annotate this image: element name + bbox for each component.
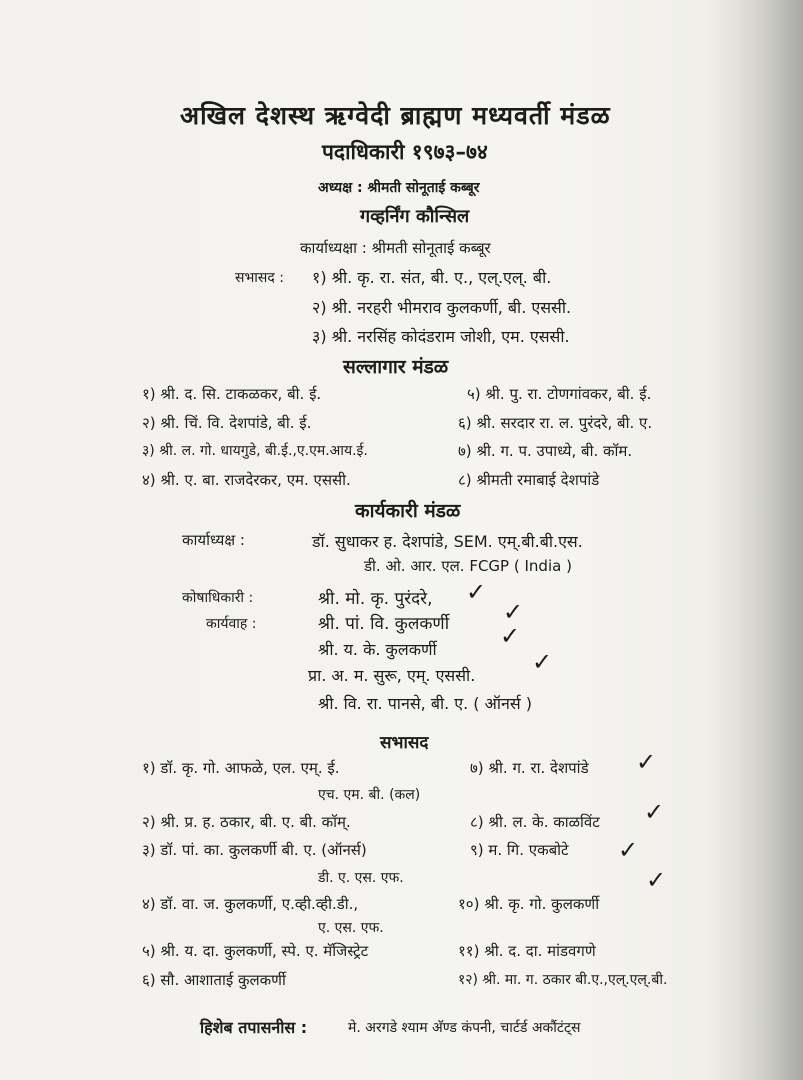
treasurer-name: श्री. मो. कृ. पुरंदरे, — [318, 589, 433, 609]
president-line: अध्यक्ष : श्रीमती सोनूताई कब्बूर — [318, 180, 480, 196]
advisory-member: १) श्री. द. सि. टाकळकर, बी. ई. — [142, 385, 322, 403]
main-title: अखिल देशस्थ ऋग्वेदी ब्राह्मण मध्यवर्ती मंडळ — [180, 101, 611, 130]
secretary-name: श्री. पां. वि. कुलकर्णी — [318, 614, 450, 634]
auditor-name: मे. अरगडे श्याम अ‍ॅण्ड कंपनी, चार्टर्ड अकौंटंट्स — [348, 1020, 581, 1036]
executive-chair-qualifications: डी. ओ. आर. एल. FCGP ( India ) — [364, 557, 572, 575]
check-mark-icon: ✓ — [500, 622, 521, 650]
secretary-label: कार्यवाह : — [206, 616, 257, 632]
advisory-member: ६) श्री. सरदार रा. ल. पुरंदरे, बी. ए. — [458, 414, 653, 432]
member-left: ६) सौ. आशाताई कुलकर्णी — [142, 971, 286, 989]
treasurer-label: कोषाधिकारी : — [182, 590, 254, 606]
secretary-name: प्रा. अ. म. सुरू, एम्. एससी. — [308, 666, 476, 685]
member-left: ४) डॉ. वा. ज. कुलकर्णी, ए.व्ही.व्ही.डी., — [142, 895, 359, 913]
page-edge-shadow — [708, 0, 803, 1080]
check-mark-icon: ✓ — [636, 748, 657, 776]
executive-chair-label: कार्याध्यक्ष : — [182, 531, 245, 549]
check-mark-icon: ✓ — [646, 866, 667, 894]
governing-council-member: १) श्री. कृ. रा. संत, बी. ए., एल्.एल्. बी. — [312, 268, 552, 287]
advisory-member: ५) श्री. पु. रा. टोणगांवकर, बी. ई. — [467, 385, 652, 403]
auditor-label: हिशेब तपासनीस : — [200, 1018, 308, 1037]
member-right: १०) श्री. कृ. गो. कुलकर्णी — [458, 895, 600, 913]
governing-council-members-label: सभासद : — [235, 270, 284, 286]
governing-council-chair: कार्याध्यक्षा : श्रीमती सोनूताई कब्बूर — [300, 239, 491, 257]
member-right: ९) म. गि. एकबोटे — [470, 841, 569, 859]
check-mark-icon: ✓ — [532, 648, 553, 676]
check-mark-icon: ✓ — [503, 598, 524, 626]
member-left-extra: डी. ए. एस. एफ. — [318, 870, 404, 886]
member-left-extra: एच. एम. बी. (कल) — [318, 787, 421, 803]
governing-council-member: २) श्री. नरहरी भीमराव कुलकर्णी, बी. एससी. — [312, 298, 572, 317]
executive-board-heading: कार्यकारी मंडळ — [355, 500, 461, 522]
advisory-member: ८) श्रीमती रमाबाई देशपांडे — [458, 471, 600, 489]
member-left: २) श्री. प्र. ह. ठकार, बी. ए. बी. कॉम्. — [142, 813, 351, 831]
member-left: १) डॉ. कृ. गो. आफळे, एल. एम्. ई. — [142, 759, 340, 777]
check-mark-icon: ✓ — [644, 798, 665, 826]
member-left: ३) डॉ. पां. का. कुलकर्णी बी. ए. (ऑनर्स) — [142, 841, 367, 859]
member-right: ११) श्री. द. दा. मांडवगणे — [458, 942, 596, 960]
member-left-extra: ए. एस. एफ. — [318, 920, 384, 936]
secretary-name: श्री. य. के. कुलकर्णी — [318, 640, 437, 659]
check-mark-icon: ✓ — [618, 836, 639, 864]
advisory-board-heading: सल्लागार मंडळ — [343, 356, 449, 378]
advisory-member: ४) श्री. ए. बा. राजदेरकर, एम. एससी. — [142, 471, 351, 489]
governing-council-member: ३) श्री. नरसिंह कोदंडराम जोशी, एम. एससी. — [312, 327, 570, 346]
member-right: १२) श्री. मा. ग. ठकार बी.ए.,एल्.एल्.बी. — [458, 972, 668, 988]
governing-council-heading: गव्हर्निंग कौन्सिल — [360, 206, 470, 227]
members-heading: सभासद — [380, 733, 429, 753]
member-left: ५) श्री. य. दा. कुलकर्णी, स्पे. ए. मॅजिस्ट्रेट — [142, 942, 369, 960]
office-bearers-year: पदाधिकारी १९७३–७४ — [322, 140, 488, 164]
member-right: ७) श्री. ग. रा. देशपांडे — [470, 759, 589, 777]
executive-chair-name: डॉ. सुधाकर ह. देशपांडे, SEM. एम्.बी.बी.एस. — [312, 532, 583, 551]
check-mark-icon: ✓ — [466, 578, 487, 606]
advisory-member: ७) श्री. ग. प. उपाध्ये, बी. कॉम. — [458, 442, 633, 460]
advisory-member: ३) श्री. ल. गो. धायगुडे, बी.ई.,ए.एम.आय.ई. — [142, 443, 368, 459]
member-right: ८) श्री. ल. के. काळविंट — [470, 813, 600, 831]
secretary-name: श्री. वि. रा. पानसे, बी. ए. ( ऑनर्स ) — [318, 694, 533, 713]
advisory-member: २) श्री. चिं. वि. देशपांडे, बी. ई. — [142, 414, 312, 432]
